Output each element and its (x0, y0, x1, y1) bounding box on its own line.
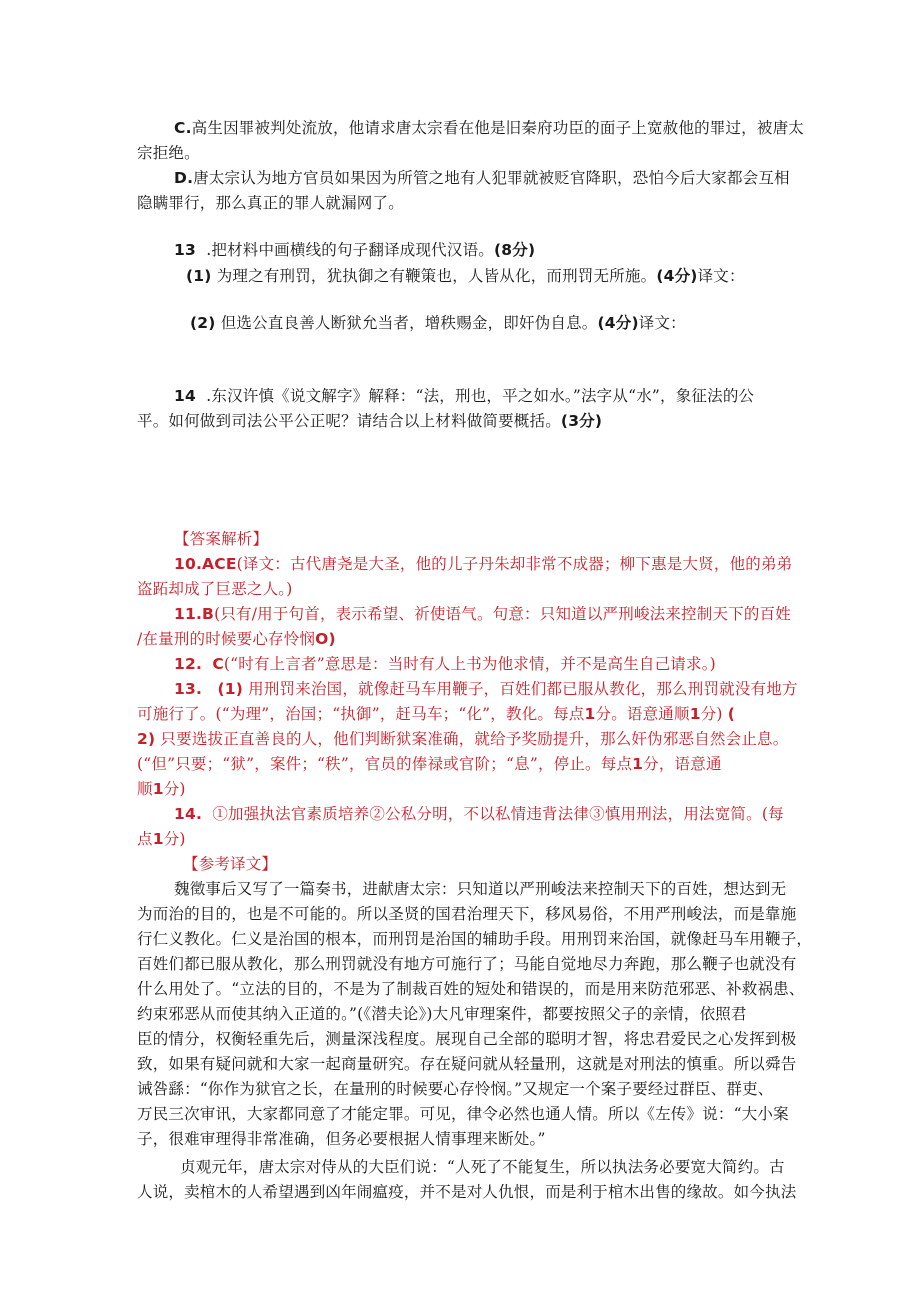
answer-12: 12. C(“时有上言者”意思是：当时有人上书为他求情，并不是高生自己请求。) (174, 655, 716, 673)
question-13: 13 .把材料中画横线的句子翻译成现代汉语。(8分) (174, 241, 536, 259)
option-c-line-2: 宗拒绝。 (137, 144, 200, 162)
answer-13-number: 13. (174, 680, 203, 698)
translation-line: 行仁义教化。仁义是治国的根本，而刑罚是治国的辅助手段。用刑罚来治国，就像赶马车用鞭子， (137, 930, 813, 948)
option-d-line-1: D.唐太宗认为地方官员如果因为所管之地有人犯罪就被贬官降职，恐怕今后大家都会互相 (174, 169, 790, 187)
answer-10-line-1: 10.ACE(译文：古代唐尧是大圣，他的儿子丹朱却非常不成器；柳下惠是大贤，他的弟弟 (174, 555, 793, 573)
question-14-number: 14 (174, 387, 196, 405)
answer-14-line-1: 14. ①加强执法官素质培养②公私分明，不以私情违背法律③慎用刑法，用法宽简。(每 (174, 805, 784, 823)
translation-line: 子，很难审理得非常准确，但务必要根据人情事理来断处。” (137, 1130, 546, 1148)
translation-line: 什么用处了。“立法的目的，不是为了制裁百姓的短处和错误的，而是用来防范邪恶、补救祸患、 (137, 980, 805, 998)
translation-line: 臣的情分，权衡轻重先后，测量深浅程度。展现自己全部的聪明才智，将忠君爱民之心发挥到极 (137, 1030, 797, 1048)
answer-10-number: 10.ACE (174, 555, 237, 573)
translation-line: 致，如果有疑问就和大家一起商量研究。存在疑问就从轻量刑，这就是对刑法的慎重。所以舜告 (137, 1055, 797, 1073)
translation-line: 人说，卖棺木的人希望遇到凶年闹瘟疫，并不是对人仇恨，而是利于棺木出售的缘故。如今执法 (137, 1183, 797, 1201)
answer-12-number: 12. (174, 655, 203, 673)
option-d-line-2: 隐瞒罪行，那么真正的罪人就漏网了。 (137, 194, 404, 212)
translation-line: 万民三次审讯，大家都同意了才能定罪。可见，律令必然也通人情。所以《左传》说：“大小案 (137, 1105, 789, 1123)
question-13-number: 13 (174, 241, 196, 259)
translation-line: 魏徵事后又写了一篇奏书，进献唐太宗：只知道以严刑峻法来控制天下的百姓，想达到无 (174, 880, 787, 898)
answer-14-line-2: 点1分) (137, 830, 186, 848)
translation-header: 【参考译文】 (183, 855, 278, 873)
question-13-sub-1: (1) 为理之有刑罚，犹执御之有鞭策也，人皆从化，而刑罚无所施。(4分)译文： (186, 267, 745, 285)
answer-13-line-4: (“但”只要；“狱”，案件；“秩”，官员的俸禄或官阶；“息”，停止。每点1分，语意通 (137, 755, 722, 773)
answer-14-number: 14. (174, 805, 203, 823)
answer-13-line-5: 顺1分) (137, 780, 186, 798)
question-14-line-2: 平。如何做到司法公平公正呢？请结合以上材料做简要概括。(3分) (137, 412, 603, 430)
translation-line: 约束邪恶从而使其纳入正道的。”(《潜夫论》)大凡审理案件，都要按照父子的亲情，依照君 (137, 1005, 747, 1023)
answer-11-line-1: 11.B(只有/用于句首，表示希望、祈使语气。句意：只知道以严刑峻法来控制天下的百姓 (174, 605, 791, 623)
translation-line: 贞观元年，唐太宗对侍从的大臣们说：“人死了不能复生，所以执法务必要宽大简约。古 (180, 1158, 785, 1176)
answer-13-line-2: 可施行了。(“为理”，治国；“执御”，赶马车；“化”，教化。每点1分。语意通顺1分) ( (137, 705, 736, 723)
option-c-label: C. (174, 119, 192, 137)
translation-line: 百姓们都已服从教化，那么刑罚就没有地方可施行了；马能自觉地尽力奔跑，那么鞭子也就没有 (137, 955, 797, 973)
answer-10-line-2: 盗跖却成了巨恶之人。) (137, 580, 293, 598)
question-13-sub-2: (2) 但选公直良善人断狱允当者，增秩赐金，即奸伪自息。(4分)译文： (190, 314, 686, 332)
answer-header: 【答案解析】 (174, 530, 269, 548)
answer-11-number: 11.B (174, 605, 215, 623)
option-d-label: D. (174, 169, 194, 187)
option-c-line-1: C.高生因罪被判处流放，他请求唐太宗看在他是旧秦府功臣的面子上宽赦他的罪过，被唐太 (174, 119, 804, 137)
question-14-line-1: 14 .东汉许慎《说文解字》解释：“法，刑也，平之如水。”法字从“水”，象征法的公 (174, 387, 755, 405)
translation-line: 诫咎繇：“你作为狱官之长，在量刑的时候要心存怜悯。”又规定一个案子要经过群臣、群吏、 (137, 1080, 774, 1098)
answer-13-line-3: 2) 只要选拔正直善良的人，他们判断狱案准确，就给予奖励提升，那么奸伪邪恶自然会止息。 (137, 730, 789, 748)
answer-13-line-1: 13. (1) 用刑罚来治国，就像赶马车用鞭子，百姓们都已服从教化，那么刑罚就没有地方 (174, 680, 798, 698)
answer-11-line-2: /在量刑的时候要心存怜悯O) (137, 630, 336, 648)
translation-line: 为而治的目的，也是不可能的。所以圣贤的国君治理天下，移风易俗，不用严刑峻法，而是靠施 (137, 905, 797, 923)
